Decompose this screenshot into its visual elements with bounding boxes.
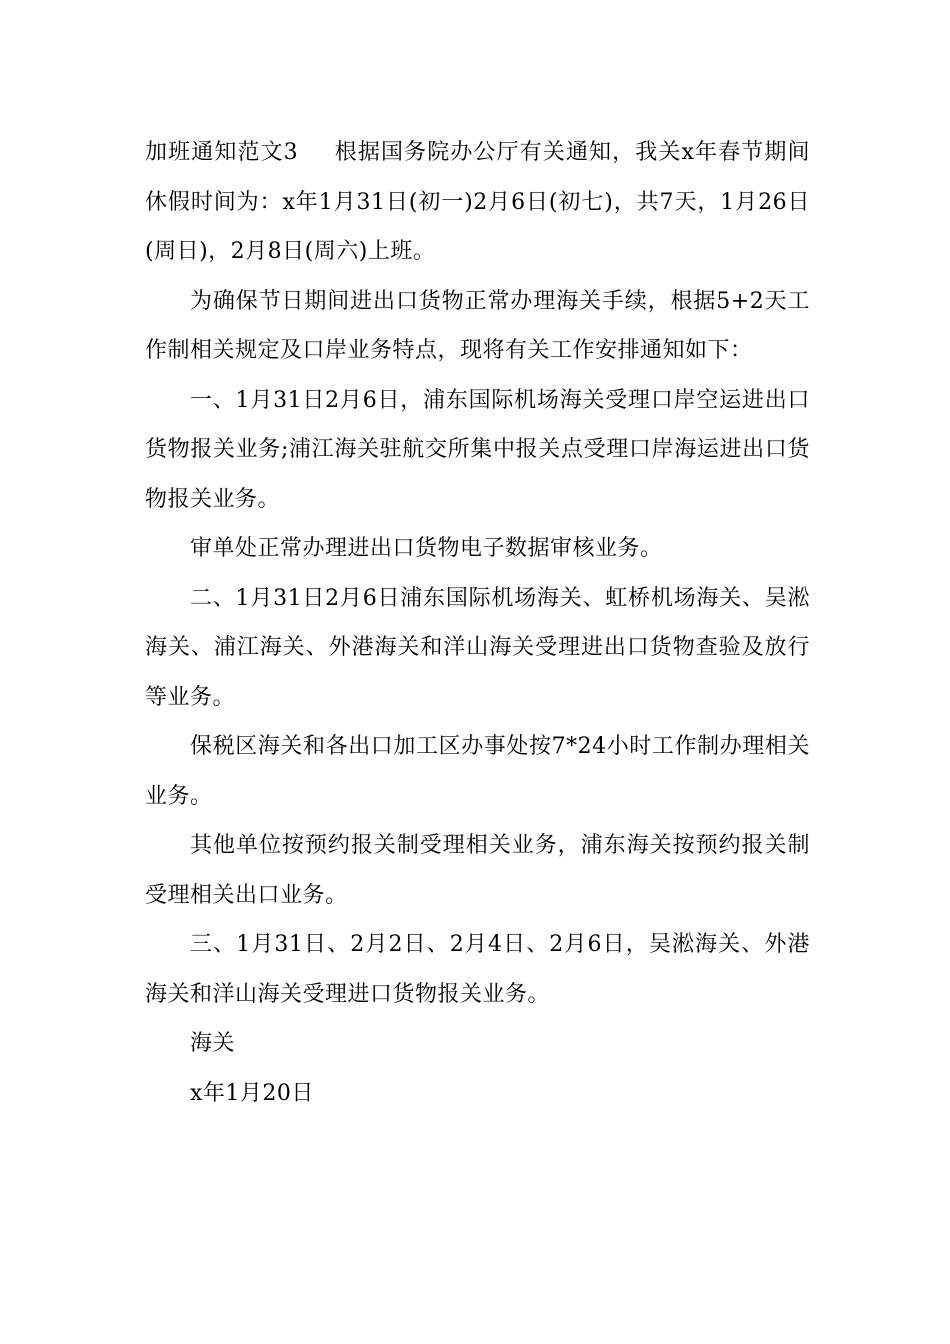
paragraph: 其他单位按预约报关制受理相关业务，浦东海关按预约报关制受理相关出口业务。: [145, 833, 810, 908]
paragraph: 为确保节日期间进出口货物正常办理海关手续，根据5+2天工作制相关规定及口岸业务特点，现将有关工作安排通知如下：: [145, 288, 810, 363]
signature: 海关: [190, 1031, 236, 1056]
date: x年1月20日: [190, 1080, 314, 1106]
paragraph: 三、1月31日、2月2日、2月4日、2月6日，吴淞海关、外港海关和洋山海关受理进口货物报关业务。: [145, 932, 810, 1007]
paragraph: 二、1月31日2月6日浦东国际机场海关、虹桥机场海关、吴淞海关、浦江海关、外港海关和洋山海关受理进出口货物查验及放行等业务。: [145, 585, 810, 710]
paragraph: 审单处正常办理进出口货物电子数据审核业务。: [190, 536, 663, 561]
intro-paragraph: [145, 128, 810, 277]
paragraph: 一、1月31日2月6日，浦东国际机场海关受理口岸空运进出口货物报关业务;浦江海关驻航交所集中报关点受理口岸海运进出口货物报关业务。: [145, 387, 810, 512]
paragraph-text: 根据国务院办公厅有关通知，我关x年春节期间休假时间为：x年1月31日(初一)2月6日(初七)，共7天，1月26日(周日)，2月8日(周六)上班。: [145, 140, 810, 264]
document-body: [145, 128, 810, 1118]
paragraph: 保税区海关和各出口加工区办事处按7*24小时工作制办理相关业务。: [145, 734, 810, 809]
document-title: 加班通知范文3: [145, 140, 299, 165]
